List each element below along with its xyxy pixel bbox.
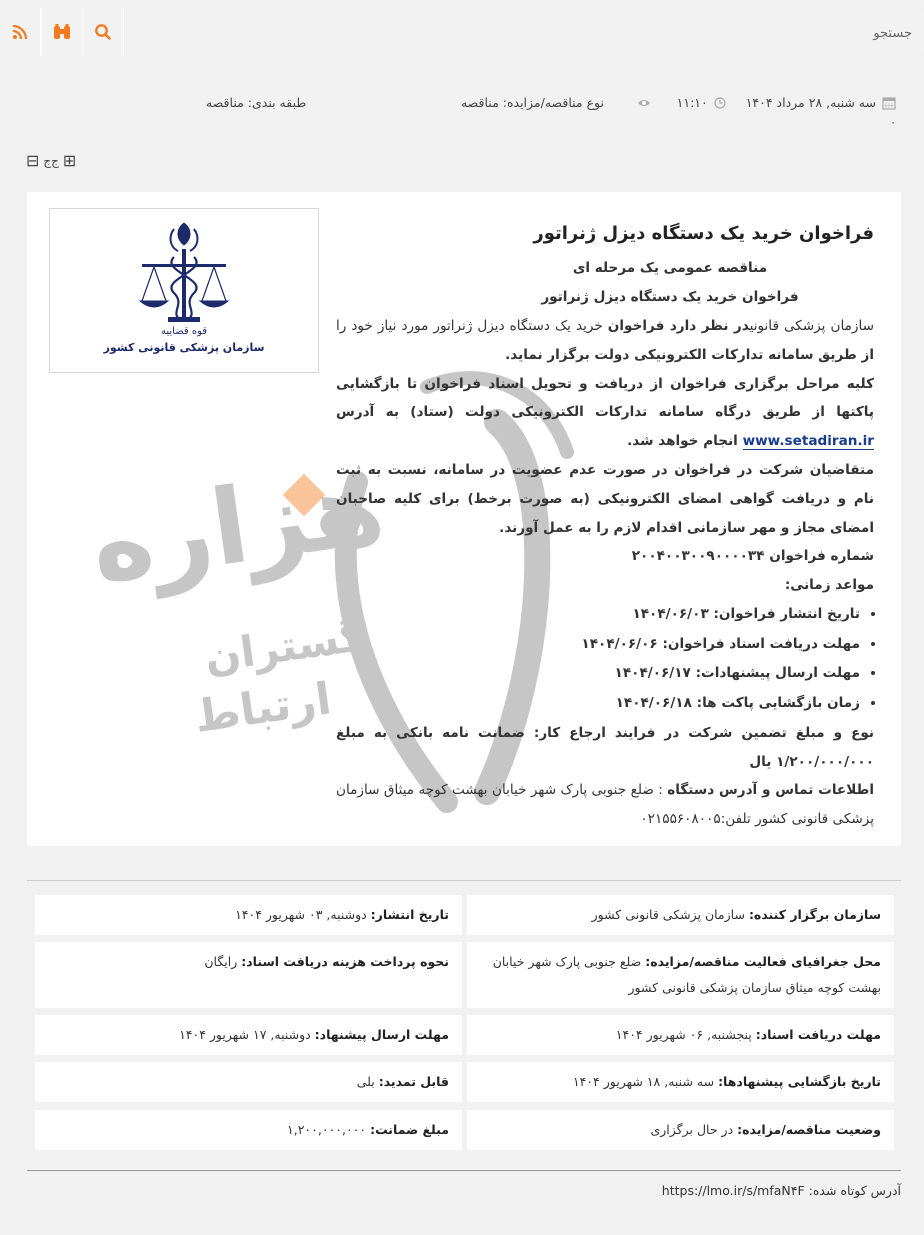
setadiran-link[interactable]: www.setadiran.ir bbox=[742, 433, 874, 450]
search-input[interactable] bbox=[150, 8, 914, 58]
payment-label: نحوه پرداخت هزینه دریافت اسناد: bbox=[241, 954, 449, 969]
article-subtitle-1: مناقصه عمومی یک مرحله ای bbox=[572, 260, 768, 276]
paragraph-3: متقاضیان شرکت در فراخوان در صورت عدم عضویت در سامانه، نسبت به ثبت نام و دریافت گواهی امضای الکترونیکی (به صورت برخط) برای کلیه صاحبان امضای مجاز و مهر سازمانی اقدام لازم را به عمل آورند. bbox=[336, 461, 874, 536]
publish-value: دوشنبه, ۰۳ شهریور ۱۴۰۴ bbox=[235, 907, 371, 922]
short-url-value[interactable]: https://lmo.ir/s/mfaN۴F bbox=[661, 1183, 805, 1198]
status-value: در حال برگزاری bbox=[650, 1122, 738, 1137]
opening-cell bbox=[467, 1062, 894, 1102]
extendable-value: بلی bbox=[356, 1074, 379, 1089]
advanced-search-button[interactable] bbox=[42, 8, 82, 56]
short-url-label: آدرس کوتاه شده: bbox=[808, 1183, 901, 1198]
article-title: فراخوان خرید یک دستگاه دیزل ژنراتور bbox=[533, 223, 874, 244]
view-count: ۰ bbox=[890, 116, 896, 129]
status-label: وضعیت مناقصه/مزایده: bbox=[737, 1122, 881, 1137]
publish-date: سه شنبه, ۲۸ مرداد ۱۴۰۴ bbox=[745, 95, 876, 110]
eye-icon bbox=[637, 98, 651, 108]
logo-text-2: سازمان پزشکی قانونی کشور bbox=[103, 341, 265, 354]
p2-b: انجام خواهد شد. bbox=[627, 433, 743, 450]
category[interactable] bbox=[206, 95, 306, 110]
doc-deadline-value: پنجشنبه, ۰۶ شهریور ۱۴۰۴ bbox=[615, 1027, 756, 1042]
search-icon bbox=[94, 23, 112, 41]
rss-icon bbox=[12, 24, 28, 40]
p1-c: خرید یک دستگاه دیزل ژنراتور مورد نیاز خود را bbox=[336, 318, 608, 334]
paragraph-2 bbox=[336, 370, 874, 456]
contact-label: اطلاعات تماس و آدرس دستگاه bbox=[667, 782, 874, 799]
location-value: ضلع جنوبی پارک شهر خیابان بهشت کوچه میثاق سازمان پزشکی قانونی کشور bbox=[492, 954, 881, 995]
list-item: • مهلت دریافت اسناد فراخوان: ۱۴۰۴/۰۶/۰۶ bbox=[336, 630, 860, 660]
extendable-label: قابل تمدید: bbox=[378, 1074, 449, 1089]
status-cell bbox=[467, 1110, 894, 1150]
publish-time: ۱۱:۱۰ bbox=[676, 95, 708, 110]
organizer-value: سازمان پزشکی قانونی کشور bbox=[591, 907, 749, 922]
list-item: • زمان بازگشایی پاکت ها: ۱۴۰۴/۰۶/۱۸ bbox=[336, 689, 860, 719]
font-decrease-button[interactable]: ⊟ bbox=[26, 151, 40, 170]
article-card bbox=[27, 192, 901, 846]
bid-deadline-cell bbox=[35, 1015, 462, 1055]
opening-value: سه شنبه, ۱۸ شهریور ۱۴۰۴ bbox=[572, 1074, 719, 1089]
short-url bbox=[662, 1183, 901, 1198]
organizer-label: سازمان برگزار کننده: bbox=[748, 907, 881, 922]
p1-a: سازمان پزشکی قانونی bbox=[749, 318, 874, 334]
article-body bbox=[336, 216, 874, 834]
search-button[interactable] bbox=[83, 8, 123, 56]
divider-top bbox=[27, 880, 901, 881]
contact-info bbox=[336, 776, 874, 834]
p1-d: از طریق سامانه تدارکات الکترونیکی دولت برگزار نماید. bbox=[505, 346, 874, 363]
rss-button[interactable] bbox=[0, 8, 40, 56]
payment-cell bbox=[35, 942, 462, 1008]
watermark-main: هزاره bbox=[83, 445, 392, 607]
meta-info bbox=[637, 95, 896, 110]
font-increase-button[interactable]: ⊞ bbox=[62, 151, 77, 170]
search-box[interactable] bbox=[124, 8, 924, 56]
binoculars-icon bbox=[52, 23, 72, 41]
deadlines-label: مواعد زمانی: bbox=[784, 577, 874, 594]
font-reset-button[interactable]: ج‌ج bbox=[43, 153, 59, 168]
divider-bottom bbox=[27, 1170, 901, 1171]
publish-label: تاریخ انتشار: bbox=[370, 907, 449, 922]
location-label: محل جغرافیای فعالیت مناقصه/مزایده: bbox=[645, 954, 881, 969]
guarantee-text: نوع و مبلغ تضمین شرکت در فرایند ارجاع کار: ضمانت نامه بانکی به مبلغ ۱/۲۰۰/۰۰۰/۰۰۰ یال bbox=[336, 724, 874, 770]
extendable-cell bbox=[35, 1062, 462, 1102]
paragraph-1 bbox=[336, 312, 874, 370]
watermark-sub1: ارتباط bbox=[191, 673, 335, 743]
list-item: • تاریخ انتشار فراخوان: ۱۴۰۴/۰۶/۰۳ bbox=[336, 600, 860, 630]
guarantee-value: ۱,۲۰۰,۰۰۰,۰۰۰ bbox=[287, 1122, 371, 1137]
location-cell bbox=[467, 942, 894, 1008]
tender-type: نوع مناقصه/مزایده: مناقصه bbox=[460, 95, 604, 110]
deadlines-list bbox=[336, 600, 874, 719]
list-item: • مهلت ارسال پیشنهادات: ۱۴۰۴/۰۶/۱۷ bbox=[336, 659, 860, 689]
organization-logo bbox=[49, 208, 319, 373]
p1-b: در نظر دارد فراخوان bbox=[607, 318, 750, 334]
font-size-controls bbox=[26, 151, 76, 170]
guarantee-label: مبلغ ضمانت: bbox=[370, 1122, 449, 1137]
doc-deadline-cell bbox=[467, 1015, 894, 1055]
guarantee-cell bbox=[35, 1110, 462, 1150]
bid-deadline-value: دوشنبه, ۱۷ شهریور ۱۴۰۴ bbox=[179, 1027, 315, 1042]
logo-text-1: قوه قضاییه bbox=[160, 326, 208, 337]
p2-a: کلیه مراحل برگزاری فراخوان از دریافت و تحویل اسناد فراخوان تا بازگشایی پاکتها از طریق درگاه سامانه تدارکات الکترونیکی دولت (ستاد) به آدرس bbox=[336, 375, 874, 421]
payment-value: رایگان bbox=[204, 954, 242, 969]
doc-deadline-label: مهلت دریافت اسناد: bbox=[755, 1027, 881, 1042]
watermark-sub2: گستران bbox=[201, 611, 368, 682]
article-subtitle-2: فراخوان خرید یک دستگاه دیزل ژنراتور bbox=[541, 289, 799, 305]
opening-label: تاریخ بازگشایی پیشنهادها: bbox=[718, 1074, 881, 1089]
organizer-cell bbox=[467, 895, 894, 935]
category-label[interactable]: طبقه بندی: مناقصه bbox=[206, 95, 307, 110]
contact-value: : ضلع جنوبی پارک شهر خیابان بهشت کوچه میثاق سازمان پزشکی قانونی کشور تلفن:۰۲۱۵۵۶۰۸۰۰۵ bbox=[336, 782, 874, 828]
calendar-icon bbox=[882, 96, 896, 110]
publish-cell bbox=[35, 895, 462, 935]
bid-deadline-label: مهلت ارسال پیشنهاد: bbox=[314, 1027, 449, 1042]
tender-number: شماره فراخوان ۲۰۰۴۰۰۳۰۰۹۰۰۰۰۳۴ bbox=[631, 548, 874, 565]
clock-icon bbox=[714, 97, 726, 109]
